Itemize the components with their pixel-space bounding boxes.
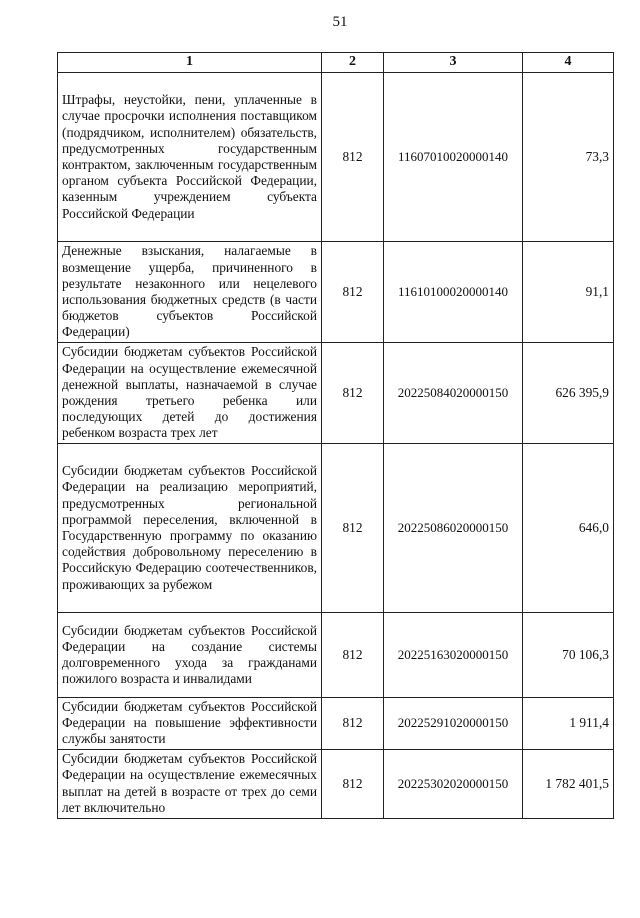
row-amount: 646,0 (523, 444, 614, 613)
row-admin-code: 812 (322, 444, 384, 613)
revenue-table (57, 52, 614, 819)
row-admin-code: 812 (322, 698, 384, 750)
row-amount: 626 395,9 (523, 343, 614, 444)
table-header-row (58, 53, 614, 73)
row-admin-code: 812 (322, 73, 384, 242)
table-row (58, 242, 614, 343)
table-row (58, 749, 614, 818)
row-amount: 1 911,4 (523, 698, 614, 750)
row-amount: 73,3 (523, 73, 614, 242)
header-col-2: 2 (322, 53, 384, 73)
row-description: Субсидии бюджетам субъектов Российской Федерации на осуществление ежемесячных выплат на детей в возрасте от трех до семи лет включительно (58, 749, 322, 818)
row-budget-code: 20225163020000150 (384, 613, 523, 698)
table-row (58, 73, 614, 242)
row-description: Штрафы, неустойки, пени, уплаченные в случае просрочки исполнения поставщиком (подрядчиком, исполнителем) обязательств, предусмотренных государственным контрактом, заключенным государственным органом субъекта Российской Федерации, казенным учреждением субъекта Российской Федерации (58, 73, 322, 242)
header-col-1: 1 (58, 53, 322, 73)
header-col-3: 3 (384, 53, 523, 73)
row-admin-code: 812 (322, 242, 384, 343)
row-description: Субсидии бюджетам субъектов Российской Федерации на осуществление ежемесячной денежной выплаты, назначаемой в случае рождения третьего ребенка или последующих детей до достижения ребенком возраста трех лет (58, 343, 322, 444)
page-number: 51 (332, 14, 348, 30)
header-col-4: 4 (523, 53, 614, 73)
row-amount: 1 782 401,5 (523, 749, 614, 818)
table-row (58, 698, 614, 750)
row-admin-code: 812 (322, 749, 384, 818)
row-description: Субсидии бюджетам субъектов Российской Федерации на реализацию мероприятий, предусмотренных региональной программой переселения, включенной в Государственную программу по оказанию содействия добровольному переселению в Российскую Федерацию соотечественников, проживающих за рубежом (58, 444, 322, 613)
row-budget-code: 11610100020000140 (384, 242, 523, 343)
row-budget-code: 20225084020000150 (384, 343, 523, 444)
row-admin-code: 812 (322, 343, 384, 444)
row-amount: 70 106,3 (523, 613, 614, 698)
row-amount: 91,1 (523, 242, 614, 343)
row-description: Денежные взыскания, налагаемые в возмещение ущерба, причиненного в результате незаконного или нецелевого использования бюджетных средств (в части бюджетов субъектов Российской Федерации) (58, 242, 322, 343)
row-budget-code: 11607010020000140 (384, 73, 523, 242)
table-row (58, 343, 614, 444)
row-admin-code: 812 (322, 613, 384, 698)
row-budget-code: 20225086020000150 (384, 444, 523, 613)
row-description: Субсидии бюджетам субъектов Российской Федерации на создание системы долговременного ухода за гражданами пожилого возраста и инвалидами (58, 613, 322, 698)
table-row (58, 444, 614, 613)
row-description: Субсидии бюджетам субъектов Российской Федерации на повышение эффективности службы занятости (58, 698, 322, 750)
row-budget-code: 20225302020000150 (384, 749, 523, 818)
table-row (58, 613, 614, 698)
row-budget-code: 20225291020000150 (384, 698, 523, 750)
